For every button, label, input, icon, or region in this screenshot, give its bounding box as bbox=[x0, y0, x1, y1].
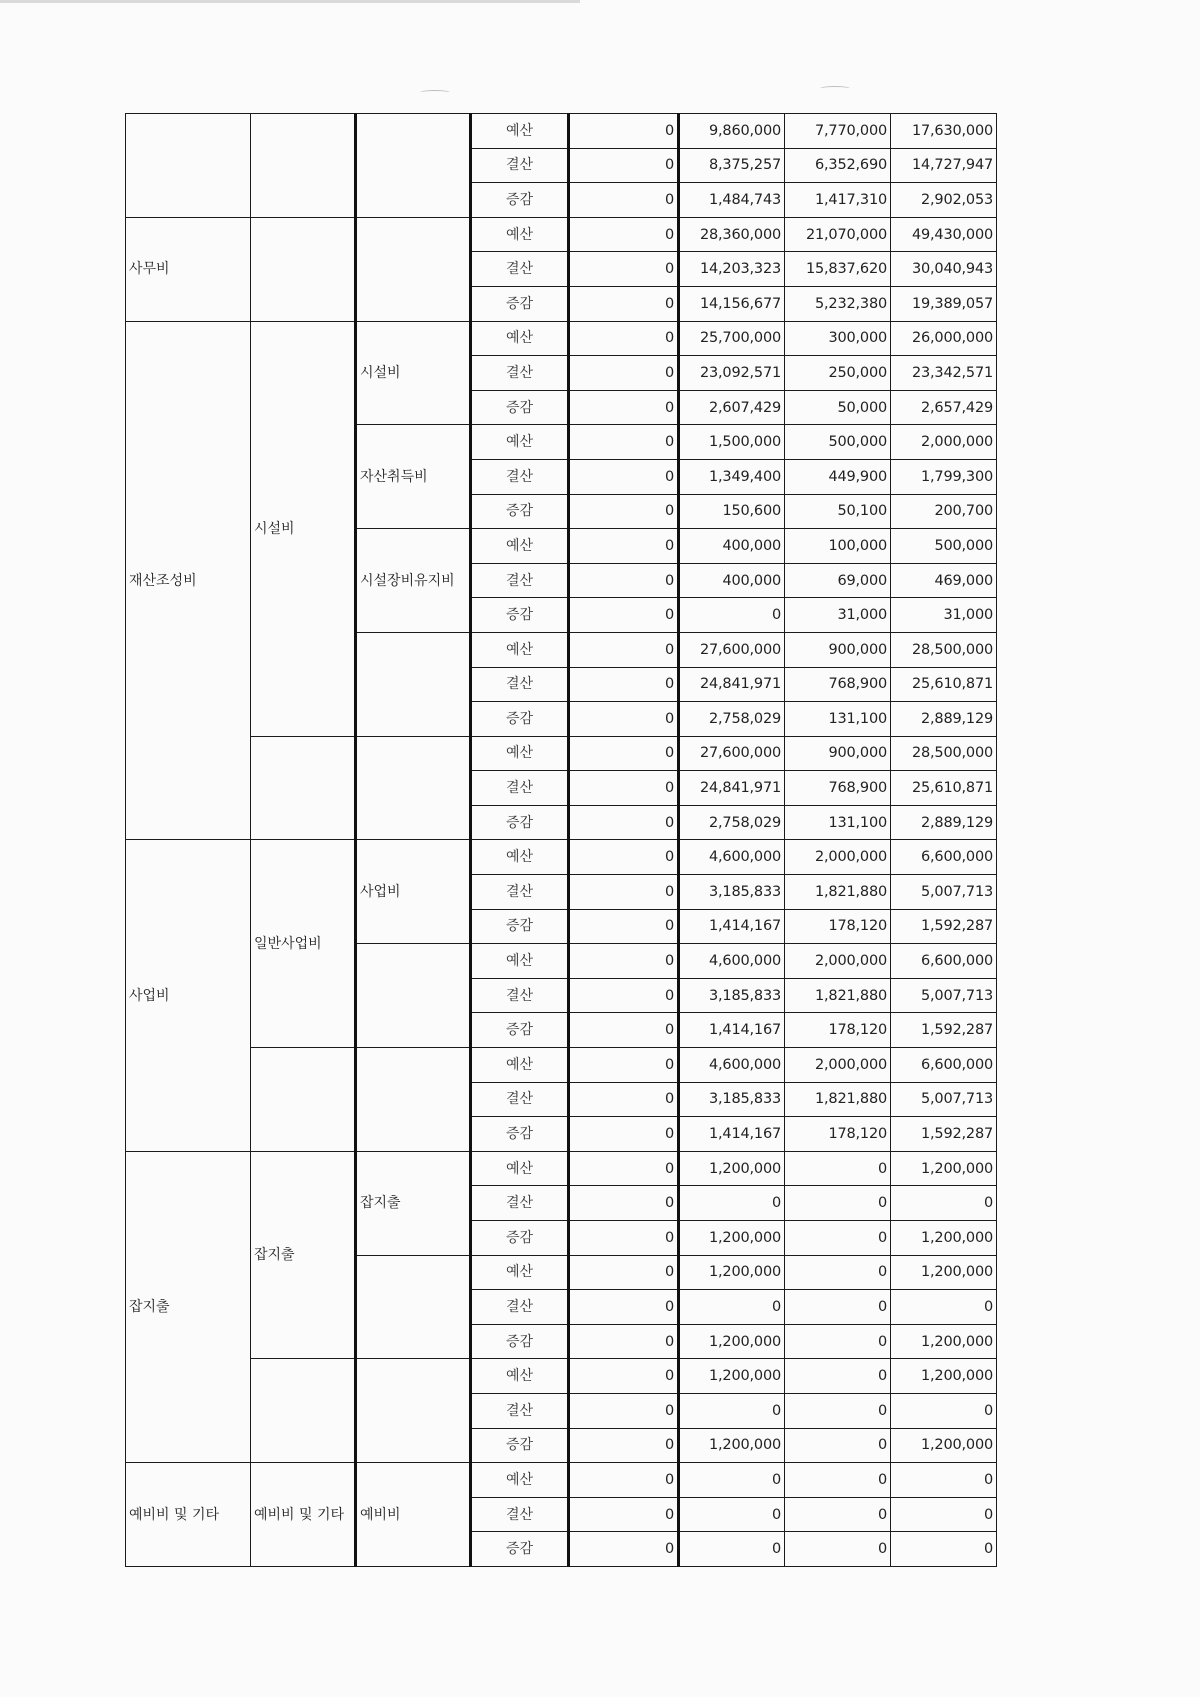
self-amount-cell: 2,000,000 bbox=[785, 1048, 891, 1083]
subsidy-amount-cell: 400,000 bbox=[679, 529, 785, 564]
section-cell: 예비비 및 기타 bbox=[251, 1463, 356, 1567]
subsidy-amount-cell: 2,758,029 bbox=[679, 702, 785, 737]
subsidy-amount-cell: 25,700,000 bbox=[679, 321, 785, 356]
self-amount-cell: 69,000 bbox=[785, 563, 891, 598]
item-cell bbox=[356, 632, 471, 736]
row-type-label: 증감 bbox=[471, 598, 569, 633]
section-cell bbox=[251, 1048, 356, 1152]
subsidy-amount-cell: 1,200,000 bbox=[679, 1151, 785, 1186]
item-cell bbox=[356, 114, 471, 218]
self-amount-cell: 0 bbox=[785, 1393, 891, 1428]
row-type-label: 예산 bbox=[471, 840, 569, 875]
row-type-label: 결산 bbox=[471, 148, 569, 183]
row-type-label: 예산 bbox=[471, 321, 569, 356]
row-type-label: 증감 bbox=[471, 183, 569, 218]
self-amount-cell: 7,770,000 bbox=[785, 114, 891, 149]
self-amount-cell: 300,000 bbox=[785, 321, 891, 356]
prior-amount-cell: 0 bbox=[569, 1221, 679, 1256]
prior-amount-cell: 0 bbox=[569, 286, 679, 321]
self-amount-cell: 21,070,000 bbox=[785, 217, 891, 252]
prior-amount-cell: 0 bbox=[569, 563, 679, 598]
total-amount-cell: 5,007,713 bbox=[891, 875, 997, 910]
total-amount-cell: 469,000 bbox=[891, 563, 997, 598]
row-type-label: 증감 bbox=[471, 390, 569, 425]
total-amount-cell: 1,592,287 bbox=[891, 1013, 997, 1048]
subsidy-amount-cell: 27,600,000 bbox=[679, 736, 785, 771]
subsidy-amount-cell: 400,000 bbox=[679, 563, 785, 598]
prior-amount-cell: 0 bbox=[569, 1463, 679, 1498]
total-amount-cell: 1,592,287 bbox=[891, 909, 997, 944]
self-amount-cell: 100,000 bbox=[785, 529, 891, 564]
table-body bbox=[126, 114, 997, 1567]
subsidy-amount-cell: 3,185,833 bbox=[679, 978, 785, 1013]
subsidy-amount-cell: 1,200,000 bbox=[679, 1359, 785, 1394]
prior-amount-cell: 0 bbox=[569, 598, 679, 633]
table-row bbox=[126, 736, 997, 771]
subsidy-amount-cell: 1,200,000 bbox=[679, 1255, 785, 1290]
subsidy-amount-cell: 1,414,167 bbox=[679, 909, 785, 944]
section-cell bbox=[251, 217, 356, 321]
row-type-label: 증감 bbox=[471, 909, 569, 944]
category-cell: 사무비 bbox=[126, 217, 251, 321]
row-type-label: 예산 bbox=[471, 736, 569, 771]
prior-amount-cell: 0 bbox=[569, 1186, 679, 1221]
self-amount-cell: 5,232,380 bbox=[785, 286, 891, 321]
subsidy-amount-cell: 0 bbox=[679, 1532, 785, 1567]
prior-amount-cell: 0 bbox=[569, 1048, 679, 1083]
row-type-label: 결산 bbox=[471, 356, 569, 391]
item-cell: 예비비 bbox=[356, 1463, 471, 1567]
scan-smudge bbox=[420, 90, 450, 95]
row-type-label: 결산 bbox=[471, 252, 569, 287]
total-amount-cell: 1,200,000 bbox=[891, 1359, 997, 1394]
self-amount-cell: 1,417,310 bbox=[785, 183, 891, 218]
total-amount-cell: 2,889,129 bbox=[891, 805, 997, 840]
subsidy-amount-cell: 14,203,323 bbox=[679, 252, 785, 287]
row-type-label: 예산 bbox=[471, 632, 569, 667]
table-row bbox=[126, 217, 997, 252]
prior-amount-cell: 0 bbox=[569, 425, 679, 460]
row-type-label: 결산 bbox=[471, 1497, 569, 1532]
scan-smudge bbox=[820, 86, 850, 91]
total-amount-cell: 1,200,000 bbox=[891, 1324, 997, 1359]
row-type-label: 예산 bbox=[471, 114, 569, 149]
self-amount-cell: 0 bbox=[785, 1186, 891, 1221]
table-row bbox=[126, 1151, 997, 1186]
subsidy-amount-cell: 14,156,677 bbox=[679, 286, 785, 321]
category-cell: 사업비 bbox=[126, 840, 251, 1151]
table-row bbox=[126, 1463, 997, 1498]
prior-amount-cell: 0 bbox=[569, 1532, 679, 1567]
self-amount-cell: 2,000,000 bbox=[785, 840, 891, 875]
item-cell: 자산취득비 bbox=[356, 425, 471, 529]
total-amount-cell: 25,610,871 bbox=[891, 771, 997, 806]
prior-amount-cell: 0 bbox=[569, 217, 679, 252]
prior-amount-cell: 0 bbox=[569, 1497, 679, 1532]
prior-amount-cell: 0 bbox=[569, 1117, 679, 1152]
total-amount-cell: 28,500,000 bbox=[891, 632, 997, 667]
total-amount-cell: 6,600,000 bbox=[891, 840, 997, 875]
self-amount-cell: 2,000,000 bbox=[785, 944, 891, 979]
table-row bbox=[126, 840, 997, 875]
total-amount-cell: 31,000 bbox=[891, 598, 997, 633]
prior-amount-cell: 0 bbox=[569, 805, 679, 840]
self-amount-cell: 0 bbox=[785, 1324, 891, 1359]
total-amount-cell: 0 bbox=[891, 1393, 997, 1428]
row-type-label: 예산 bbox=[471, 944, 569, 979]
total-amount-cell: 26,000,000 bbox=[891, 321, 997, 356]
self-amount-cell: 0 bbox=[785, 1151, 891, 1186]
item-cell: 사업비 bbox=[356, 840, 471, 944]
self-amount-cell: 178,120 bbox=[785, 1117, 891, 1152]
total-amount-cell: 14,727,947 bbox=[891, 148, 997, 183]
self-amount-cell: 900,000 bbox=[785, 632, 891, 667]
row-type-label: 예산 bbox=[471, 1255, 569, 1290]
scan-artifact-line bbox=[0, 0, 580, 3]
row-type-label: 결산 bbox=[471, 1186, 569, 1221]
table-row bbox=[126, 1359, 997, 1394]
row-type-label: 결산 bbox=[471, 978, 569, 1013]
row-type-label: 결산 bbox=[471, 1290, 569, 1325]
self-amount-cell: 0 bbox=[785, 1463, 891, 1498]
self-amount-cell: 50,000 bbox=[785, 390, 891, 425]
total-amount-cell: 28,500,000 bbox=[891, 736, 997, 771]
row-type-label: 증감 bbox=[471, 1324, 569, 1359]
prior-amount-cell: 0 bbox=[569, 1082, 679, 1117]
subsidy-amount-cell: 0 bbox=[679, 1186, 785, 1221]
row-type-label: 예산 bbox=[471, 1463, 569, 1498]
table-row bbox=[126, 114, 997, 149]
self-amount-cell: 768,900 bbox=[785, 667, 891, 702]
row-type-label: 증감 bbox=[471, 1532, 569, 1567]
self-amount-cell: 0 bbox=[785, 1532, 891, 1567]
subsidy-amount-cell: 4,600,000 bbox=[679, 944, 785, 979]
item-cell: 시설장비유지비 bbox=[356, 529, 471, 633]
section-cell bbox=[251, 114, 356, 218]
total-amount-cell: 1,592,287 bbox=[891, 1117, 997, 1152]
total-amount-cell: 49,430,000 bbox=[891, 217, 997, 252]
self-amount-cell: 1,821,880 bbox=[785, 1082, 891, 1117]
row-type-label: 증감 bbox=[471, 1428, 569, 1463]
subsidy-amount-cell: 1,500,000 bbox=[679, 425, 785, 460]
prior-amount-cell: 0 bbox=[569, 1324, 679, 1359]
total-amount-cell: 2,657,429 bbox=[891, 390, 997, 425]
self-amount-cell: 15,837,620 bbox=[785, 252, 891, 287]
self-amount-cell: 449,900 bbox=[785, 459, 891, 494]
subsidy-amount-cell: 1,414,167 bbox=[679, 1013, 785, 1048]
section-cell: 잡지출 bbox=[251, 1151, 356, 1359]
self-amount-cell: 1,821,880 bbox=[785, 875, 891, 910]
total-amount-cell: 0 bbox=[891, 1497, 997, 1532]
item-cell bbox=[356, 944, 471, 1048]
prior-amount-cell: 0 bbox=[569, 183, 679, 218]
total-amount-cell: 25,610,871 bbox=[891, 667, 997, 702]
total-amount-cell: 23,342,571 bbox=[891, 356, 997, 391]
subsidy-amount-cell: 1,484,743 bbox=[679, 183, 785, 218]
total-amount-cell: 30,040,943 bbox=[891, 252, 997, 287]
subsidy-amount-cell: 4,600,000 bbox=[679, 840, 785, 875]
prior-amount-cell: 0 bbox=[569, 252, 679, 287]
prior-amount-cell: 0 bbox=[569, 356, 679, 391]
prior-amount-cell: 0 bbox=[569, 1290, 679, 1325]
prior-amount-cell: 0 bbox=[569, 529, 679, 564]
self-amount-cell: 178,120 bbox=[785, 909, 891, 944]
total-amount-cell: 1,200,000 bbox=[891, 1255, 997, 1290]
prior-amount-cell: 0 bbox=[569, 1255, 679, 1290]
row-type-label: 예산 bbox=[471, 529, 569, 564]
self-amount-cell: 0 bbox=[785, 1359, 891, 1394]
subsidy-amount-cell: 3,185,833 bbox=[679, 1082, 785, 1117]
prior-amount-cell: 0 bbox=[569, 978, 679, 1013]
total-amount-cell: 2,889,129 bbox=[891, 702, 997, 737]
item-cell bbox=[356, 1255, 471, 1359]
subsidy-amount-cell: 0 bbox=[679, 1497, 785, 1532]
subsidy-amount-cell: 24,841,971 bbox=[679, 667, 785, 702]
prior-amount-cell: 0 bbox=[569, 667, 679, 702]
total-amount-cell: 2,902,053 bbox=[891, 183, 997, 218]
row-type-label: 증감 bbox=[471, 494, 569, 529]
total-amount-cell: 6,600,000 bbox=[891, 1048, 997, 1083]
prior-amount-cell: 0 bbox=[569, 944, 679, 979]
subsidy-amount-cell: 28,360,000 bbox=[679, 217, 785, 252]
prior-amount-cell: 0 bbox=[569, 771, 679, 806]
row-type-label: 예산 bbox=[471, 217, 569, 252]
prior-amount-cell: 0 bbox=[569, 632, 679, 667]
prior-amount-cell: 0 bbox=[569, 909, 679, 944]
row-type-label: 결산 bbox=[471, 667, 569, 702]
prior-amount-cell: 0 bbox=[569, 321, 679, 356]
section-cell: 시설비 bbox=[251, 321, 356, 736]
prior-amount-cell: 0 bbox=[569, 148, 679, 183]
subsidy-amount-cell: 0 bbox=[679, 1393, 785, 1428]
row-type-label: 증감 bbox=[471, 286, 569, 321]
subsidy-amount-cell: 4,600,000 bbox=[679, 1048, 785, 1083]
self-amount-cell: 0 bbox=[785, 1255, 891, 1290]
subsidy-amount-cell: 1,200,000 bbox=[679, 1324, 785, 1359]
total-amount-cell: 19,389,057 bbox=[891, 286, 997, 321]
section-cell: 일반사업비 bbox=[251, 840, 356, 1048]
row-type-label: 결산 bbox=[471, 771, 569, 806]
prior-amount-cell: 0 bbox=[569, 1393, 679, 1428]
subsidy-amount-cell: 27,600,000 bbox=[679, 632, 785, 667]
item-cell bbox=[356, 1048, 471, 1152]
prior-amount-cell: 0 bbox=[569, 459, 679, 494]
row-type-label: 증감 bbox=[471, 1117, 569, 1152]
row-type-label: 결산 bbox=[471, 459, 569, 494]
category-cell: 재산조성비 bbox=[126, 321, 251, 840]
total-amount-cell: 1,799,300 bbox=[891, 459, 997, 494]
self-amount-cell: 250,000 bbox=[785, 356, 891, 391]
total-amount-cell: 2,000,000 bbox=[891, 425, 997, 460]
total-amount-cell: 0 bbox=[891, 1290, 997, 1325]
total-amount-cell: 0 bbox=[891, 1186, 997, 1221]
section-cell bbox=[251, 736, 356, 840]
subsidy-amount-cell: 23,092,571 bbox=[679, 356, 785, 391]
self-amount-cell: 900,000 bbox=[785, 736, 891, 771]
subsidy-amount-cell: 0 bbox=[679, 598, 785, 633]
self-amount-cell: 178,120 bbox=[785, 1013, 891, 1048]
row-type-label: 증감 bbox=[471, 805, 569, 840]
row-type-label: 예산 bbox=[471, 1151, 569, 1186]
self-amount-cell: 1,821,880 bbox=[785, 978, 891, 1013]
category-cell bbox=[126, 114, 251, 218]
self-amount-cell: 0 bbox=[785, 1428, 891, 1463]
self-amount-cell: 0 bbox=[785, 1497, 891, 1532]
prior-amount-cell: 0 bbox=[569, 702, 679, 737]
total-amount-cell: 6,600,000 bbox=[891, 944, 997, 979]
subsidy-amount-cell: 1,200,000 bbox=[679, 1428, 785, 1463]
prior-amount-cell: 0 bbox=[569, 1359, 679, 1394]
total-amount-cell: 17,630,000 bbox=[891, 114, 997, 149]
total-amount-cell: 1,200,000 bbox=[891, 1428, 997, 1463]
row-type-label: 예산 bbox=[471, 1359, 569, 1394]
self-amount-cell: 0 bbox=[785, 1221, 891, 1256]
self-amount-cell: 131,100 bbox=[785, 805, 891, 840]
row-type-label: 결산 bbox=[471, 1393, 569, 1428]
subsidy-amount-cell: 1,349,400 bbox=[679, 459, 785, 494]
prior-amount-cell: 0 bbox=[569, 1013, 679, 1048]
subsidy-amount-cell: 0 bbox=[679, 1290, 785, 1325]
self-amount-cell: 768,900 bbox=[785, 771, 891, 806]
self-amount-cell: 131,100 bbox=[785, 702, 891, 737]
self-amount-cell: 31,000 bbox=[785, 598, 891, 633]
row-type-label: 증감 bbox=[471, 1013, 569, 1048]
item-cell bbox=[356, 217, 471, 321]
subsidy-amount-cell: 9,860,000 bbox=[679, 114, 785, 149]
item-cell bbox=[356, 736, 471, 840]
total-amount-cell: 1,200,000 bbox=[891, 1221, 997, 1256]
item-cell bbox=[356, 1359, 471, 1463]
subsidy-amount-cell: 1,414,167 bbox=[679, 1117, 785, 1152]
row-type-label: 결산 bbox=[471, 563, 569, 598]
row-type-label: 예산 bbox=[471, 1048, 569, 1083]
category-cell: 예비비 및 기타 bbox=[126, 1463, 251, 1567]
self-amount-cell: 500,000 bbox=[785, 425, 891, 460]
table-row bbox=[126, 321, 997, 356]
category-cell: 잡지출 bbox=[126, 1151, 251, 1462]
table-row bbox=[126, 1048, 997, 1083]
subsidy-amount-cell: 150,600 bbox=[679, 494, 785, 529]
total-amount-cell: 5,007,713 bbox=[891, 1082, 997, 1117]
subsidy-amount-cell: 2,607,429 bbox=[679, 390, 785, 425]
self-amount-cell: 6,352,690 bbox=[785, 148, 891, 183]
row-type-label: 증감 bbox=[471, 702, 569, 737]
row-type-label: 결산 bbox=[471, 875, 569, 910]
total-amount-cell: 0 bbox=[891, 1463, 997, 1498]
self-amount-cell: 50,100 bbox=[785, 494, 891, 529]
item-cell: 시설비 bbox=[356, 321, 471, 425]
subsidy-amount-cell: 3,185,833 bbox=[679, 875, 785, 910]
row-type-label: 예산 bbox=[471, 425, 569, 460]
self-amount-cell: 0 bbox=[785, 1290, 891, 1325]
subsidy-amount-cell: 24,841,971 bbox=[679, 771, 785, 806]
total-amount-cell: 1,200,000 bbox=[891, 1151, 997, 1186]
item-cell: 잡지출 bbox=[356, 1151, 471, 1255]
prior-amount-cell: 0 bbox=[569, 1428, 679, 1463]
subsidy-amount-cell: 0 bbox=[679, 1463, 785, 1498]
prior-amount-cell: 0 bbox=[569, 736, 679, 771]
subsidy-amount-cell: 1,200,000 bbox=[679, 1221, 785, 1256]
prior-amount-cell: 0 bbox=[569, 114, 679, 149]
prior-amount-cell: 0 bbox=[569, 390, 679, 425]
prior-amount-cell: 0 bbox=[569, 1151, 679, 1186]
section-cell bbox=[251, 1359, 356, 1463]
total-amount-cell: 500,000 bbox=[891, 529, 997, 564]
budget-settlement-table bbox=[125, 113, 997, 1567]
subsidy-amount-cell: 2,758,029 bbox=[679, 805, 785, 840]
prior-amount-cell: 0 bbox=[569, 494, 679, 529]
total-amount-cell: 200,700 bbox=[891, 494, 997, 529]
total-amount-cell: 0 bbox=[891, 1532, 997, 1567]
subsidy-amount-cell: 8,375,257 bbox=[679, 148, 785, 183]
row-type-label: 증감 bbox=[471, 1221, 569, 1256]
prior-amount-cell: 0 bbox=[569, 840, 679, 875]
row-type-label: 결산 bbox=[471, 1082, 569, 1117]
total-amount-cell: 5,007,713 bbox=[891, 978, 997, 1013]
prior-amount-cell: 0 bbox=[569, 875, 679, 910]
